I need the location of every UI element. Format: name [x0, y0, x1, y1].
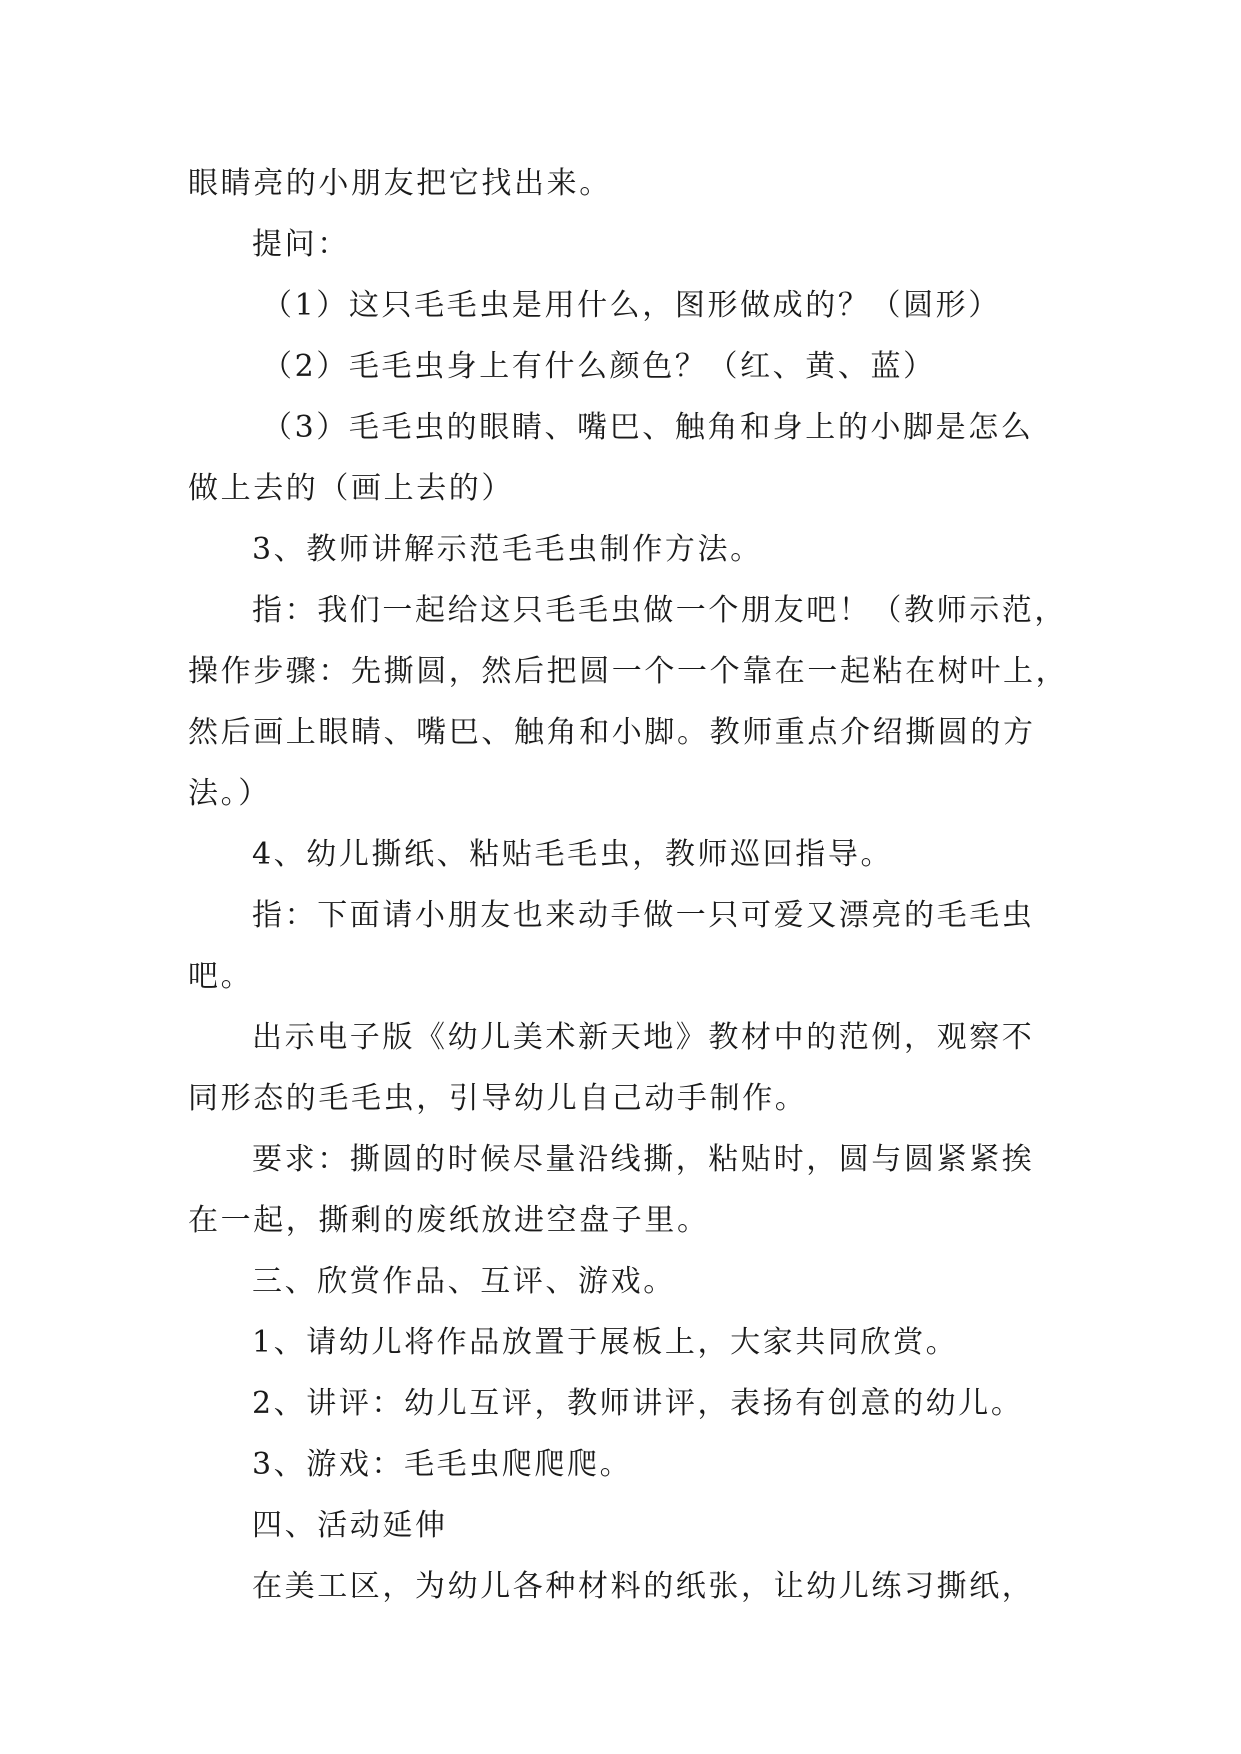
text-line: 法。） [188, 776, 271, 811]
text-line: 出示电子版《幼儿美术新天地》教材中的范例，观察不 [252, 1020, 1035, 1055]
text-line: 四、活动延伸 [252, 1508, 448, 1543]
text-line: 指：下面请小朋友也来动手做一只可爱又漂亮的毛毛虫 [252, 898, 1035, 933]
text-line: 4、幼儿撕纸、粘贴毛毛虫，教师巡回指导。 [252, 837, 894, 872]
text-line: 2、讲评：幼儿互评，教师讲评，表扬有创意的幼儿。 [252, 1386, 1024, 1421]
text-line: 在美工区，为幼儿各种材料的纸张，让幼儿练习撕纸， [252, 1569, 1035, 1604]
text-line: 1、请幼儿将作品放置于展板上，大家共同欣赏。 [252, 1325, 959, 1360]
text-line: 要求：撕圆的时候尽量沿线撕，粘贴时，圆与圆紧紧挨 [252, 1142, 1035, 1177]
text-line: （2）毛毛虫身上有什么颜色？（红、黄、蓝） [262, 349, 936, 384]
text-line: 指：我们一起给这只毛毛虫做一个朋友吧！（教师示范， [252, 593, 1067, 628]
text-line: 3、游戏：毛毛虫爬爬爬。 [252, 1447, 633, 1482]
text-line: 眼睛亮的小朋友把它找出来。 [188, 166, 612, 201]
text-line: 3、教师讲解示范毛毛虫制作方法。 [252, 532, 763, 567]
text-line: 提问： [252, 227, 350, 262]
text-line: 三、欣赏作品、互评、游戏。 [252, 1264, 676, 1299]
text-line: （3）毛毛虫的眼睛、嘴巴、触角和身上的小脚是怎么 [262, 410, 1034, 445]
text-line: 操作步骤：先撕圆，然后把圆一个一个靠在一起粘在树叶上， [188, 654, 1069, 689]
text-line: 然后画上眼睛、嘴巴、触角和小脚。教师重点介绍撕圆的方 [188, 715, 1036, 750]
text-line: 在一起，撕剩的废纸放进空盘子里。 [188, 1203, 710, 1238]
text-line: 吧。 [188, 959, 254, 994]
text-line: 同形态的毛毛虫，引导幼儿自己动手制作。 [188, 1081, 808, 1116]
text-line: （1）这只毛毛虫是用什么，图形做成的？（圆形） [262, 288, 1001, 323]
text-line: 做上去的（画上去的） [188, 471, 514, 506]
